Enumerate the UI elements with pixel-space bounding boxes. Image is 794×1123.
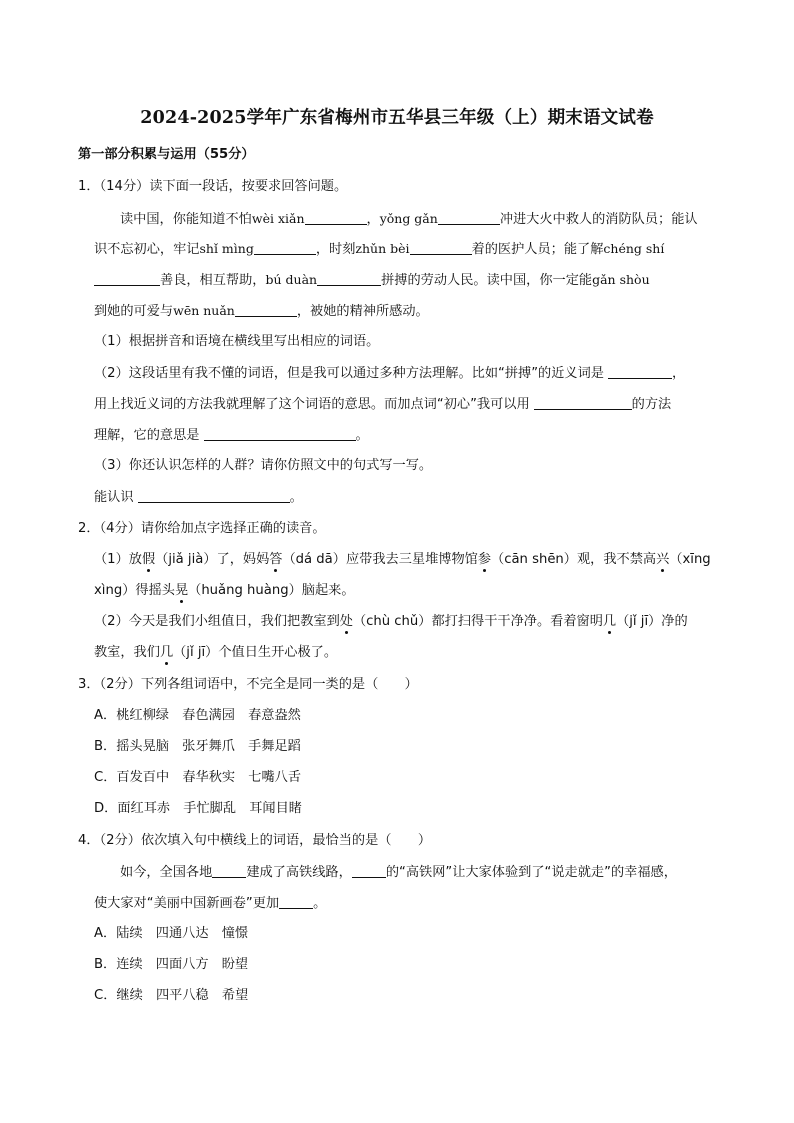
dotted-char: 几 (159, 645, 174, 660)
text: 如今，全国各地 (120, 865, 213, 880)
dotted-char: 处 (339, 614, 353, 629)
page-title: 2024-2025学年广东省梅州市五华县三年级（上）期末语文试卷 (140, 108, 654, 128)
text: 善良，相互帮助， (160, 273, 266, 288)
pinyin: wēn nuǎn (173, 303, 235, 318)
q1-passage-line-4 (94, 302, 429, 321)
text: 读中国，你能知道不怕 (120, 212, 252, 227)
dotted-char: 答 (269, 552, 283, 567)
q1-passage-line-3 (94, 271, 650, 290)
q4-option-b[interactable]: B．连续 四面八方 盼望 (94, 957, 249, 972)
dotted-char: 几 (602, 614, 617, 629)
q4-option-c[interactable]: C．继续 四平八稳 希望 (94, 988, 249, 1003)
text: （jǐ jī）净的 (616, 614, 688, 629)
answer-blank[interactable] (235, 302, 297, 317)
q2-sub-2-line-2 (94, 644, 337, 662)
q1-passage-line-1 (120, 210, 698, 229)
q4-sentence-line-2 (94, 894, 326, 913)
text: 使大家对“美丽中国新画卷”更加 (94, 896, 280, 911)
pinyin: bú duàn (265, 272, 318, 287)
text: xìng）得摇头 (94, 583, 175, 598)
text: ，时刻 (315, 242, 356, 257)
q2-stem: 2．（4分）请你给加点字选择正确的读音。 (78, 521, 326, 536)
text: ， (672, 366, 686, 381)
dotted-char: 兴 (656, 552, 670, 567)
answer-blank[interactable] (608, 364, 672, 379)
text: 冲进大火中救人的消防队员；能认 (499, 212, 698, 227)
text: 。 (355, 428, 369, 443)
pinyin: shǐ mìng (199, 241, 254, 256)
text: （huǎng huàng）脑起来。 (188, 583, 355, 598)
text: 拼搏的劳动人民。读中国，你一定能 (381, 273, 593, 288)
text: 识不忘初心，牢记 (94, 242, 200, 257)
answer-blank[interactable] (138, 488, 290, 503)
text: 。 (289, 490, 303, 505)
q1-sub-2-line-1 (94, 364, 685, 383)
text: 。 (313, 896, 327, 911)
q4-option-a[interactable]: A．陆续 四通八达 憧憬 (94, 926, 249, 941)
pinyin: gǎn shòu (592, 272, 650, 287)
q3-option-c[interactable]: C．百发百中 春华秋实 七嘴八舌 (94, 770, 302, 785)
q1-sub-3-answer (94, 488, 303, 507)
text: （cān shēn）观，我不禁高 (491, 552, 657, 567)
section-heading: 第一部分积累与运用（55分） (78, 147, 255, 162)
text: （2）这段话里有我不懂的词语，但是我可以通过多种方法理解。比如“拼搏”的近义词是 (94, 366, 604, 381)
answer-blank[interactable] (254, 240, 316, 255)
answer-blank[interactable] (317, 271, 381, 286)
text: （jiǎ jià）了，妈妈 (155, 552, 270, 567)
q1-stem: 1．（14分）读下面一段话，按要求回答问题。 (78, 179, 348, 194)
answer-blank[interactable] (279, 894, 313, 909)
q1-passage-line-2 (94, 240, 664, 259)
answer-blank[interactable] (438, 210, 500, 225)
q3-option-a[interactable]: A．桃红柳绿 春色满园 春意盎然 (94, 708, 301, 723)
q1-sub-2-line-3 (94, 426, 369, 445)
text: ，被她的精神所感动。 (296, 304, 429, 319)
text: 理解，它的意思是 (94, 428, 200, 443)
q3-option-b[interactable]: B．摇头晃脑 张牙舞爪 手舞足蹈 (94, 739, 301, 754)
q2-sub-2-line-1 (94, 613, 688, 631)
text: （dá dā）应带我去三星堆博物馆 (282, 552, 478, 567)
q2-sub-1-line-2 (94, 582, 355, 600)
text: 建成了高铁线路， (246, 865, 352, 880)
answer-blank[interactable] (410, 240, 472, 255)
text: 的“高铁网”让大家体验到了“说走就走”的幸福感， (385, 865, 677, 880)
text: 用上找近义词的方法我就理解了这个词语的意思。而加点词“初心”我可以用 (94, 397, 530, 412)
answer-blank[interactable] (534, 395, 632, 410)
text: 的方法 (631, 397, 672, 412)
dotted-char: 晃 (174, 583, 189, 598)
text: （xīng (669, 552, 711, 567)
q3-stem: 3．（2分）下列各组词语中，不完全是同一类的是（ ） (78, 677, 418, 692)
answer-blank[interactable] (204, 426, 356, 441)
text: ， (366, 212, 380, 227)
q3-option-d[interactable]: D．面红耳赤 手忙脚乱 耳闻目睹 (94, 801, 302, 816)
dotted-char: 参 (477, 552, 492, 567)
q4-stem: 4．（2分）依次填入句中横线上的词语，最恰当的是（ ） (78, 833, 432, 848)
text: （2）今天是我们小组值日，我们把教室到 (94, 614, 340, 629)
text: （1）放 (94, 552, 142, 567)
answer-blank[interactable] (305, 210, 367, 225)
answer-blank[interactable] (94, 271, 160, 286)
q1-sub-3: （3）你还认识怎样的人群？请你仿照文中的句式写一写。 (94, 458, 433, 473)
pinyin: zhǔn bèi (355, 241, 410, 256)
q1-sub-1: （1）根据拼音和语境在横线里写出相应的词语。 (94, 334, 380, 349)
dotted-char: 假 (141, 552, 156, 567)
q1-sub-2-line-2 (94, 395, 671, 414)
text: 到她的可爱与 (94, 304, 174, 319)
pinyin: chéng shí (603, 241, 665, 256)
answer-blank[interactable] (212, 863, 246, 878)
answer-blank[interactable] (352, 863, 386, 878)
pinyin: wèi xiǎn (251, 211, 305, 226)
pinyin: yǒng gǎn (379, 211, 438, 226)
q2-sub-1-line-1 (94, 551, 711, 569)
text: 能认识 (94, 490, 134, 505)
q4-sentence-line-1 (120, 863, 677, 882)
text: 教室，我们 (94, 645, 160, 660)
text: （jǐ jī）个值日生开心极了。 (173, 645, 338, 660)
text: （chù chǔ）都打扫得干干净净。看着窗明 (352, 614, 603, 629)
text: 着的医护人员；能了解 (471, 242, 604, 257)
